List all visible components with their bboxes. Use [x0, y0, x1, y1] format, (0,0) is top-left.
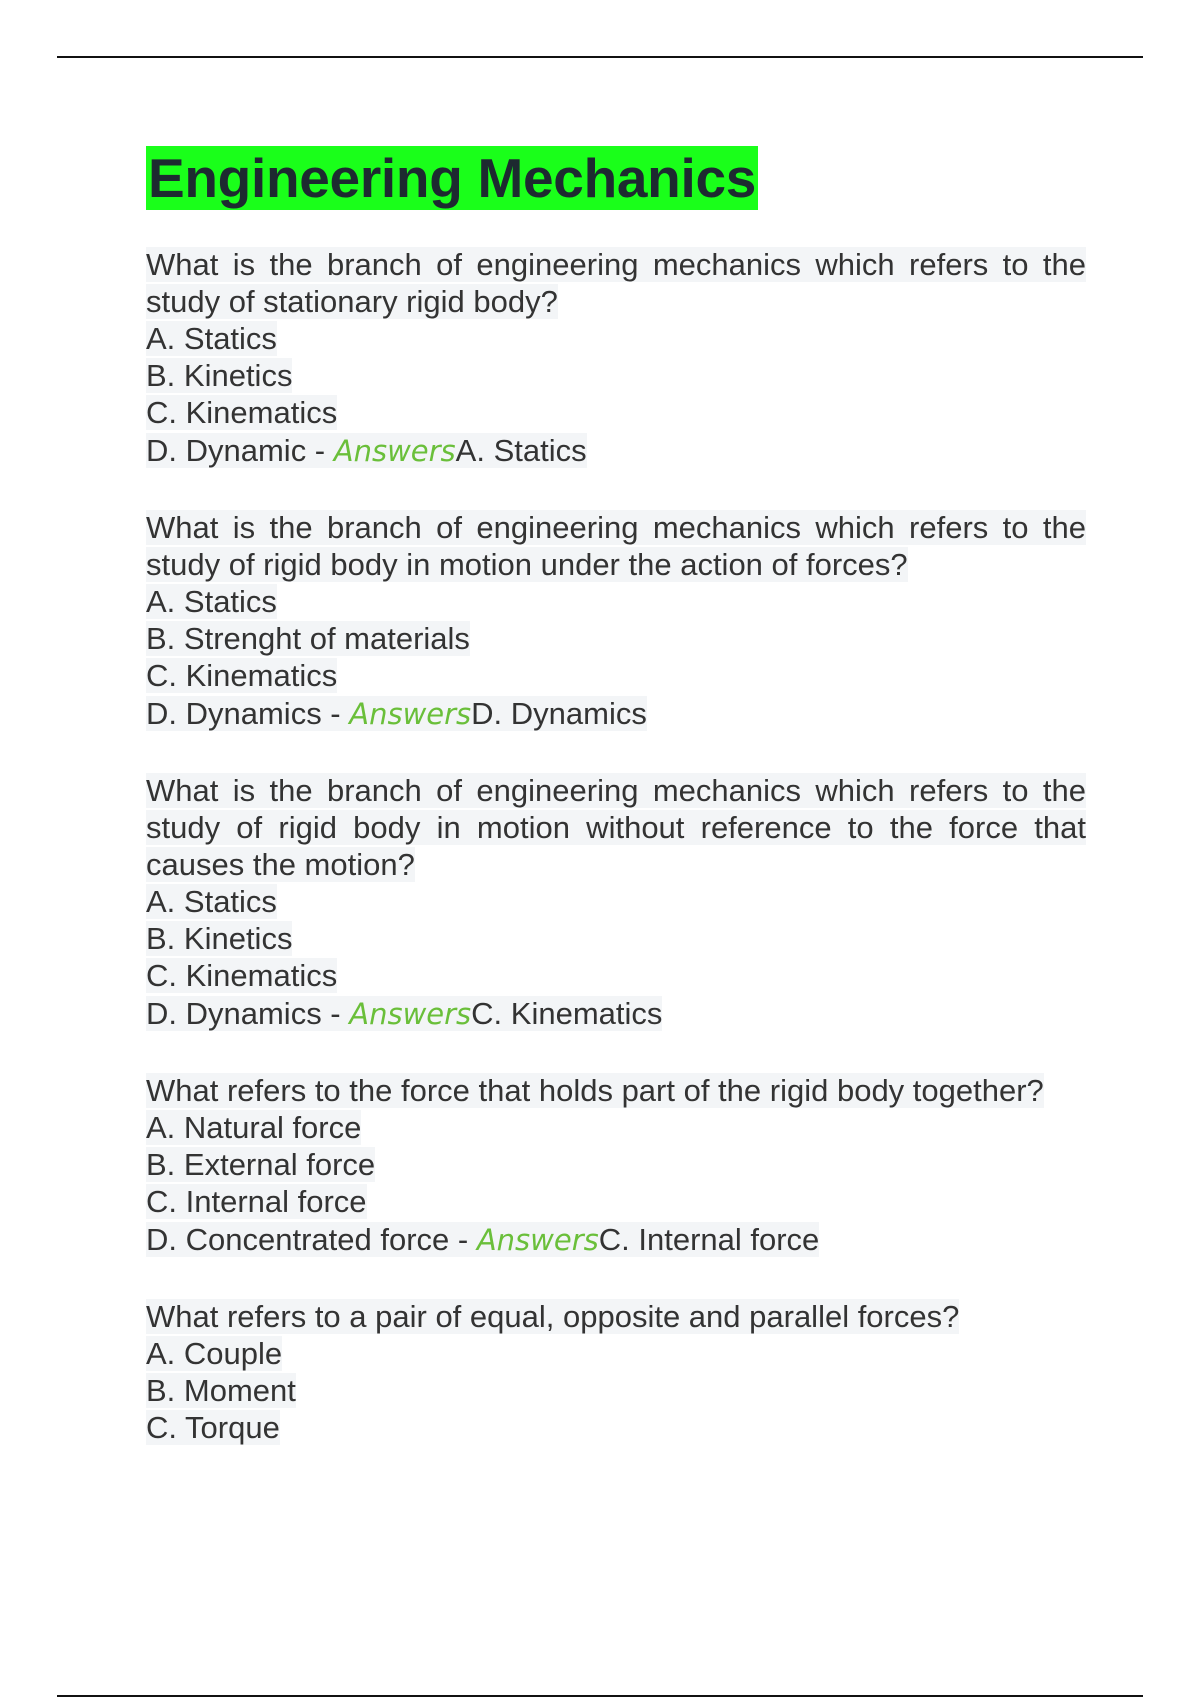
- question-text: What refers to a pair of equal, opposite and parallel forces?: [146, 1299, 960, 1334]
- option-d: D. Dynamics -: [146, 696, 350, 731]
- question-block: [146, 1298, 1086, 1446]
- option-d: D. Dynamic -: [146, 433, 334, 468]
- option-b: B. Strenght of materials: [146, 621, 470, 656]
- option-b: B. Kinetics: [146, 358, 293, 393]
- question-block: [146, 1072, 1086, 1260]
- question-text: What is the branch of engineering mechanics which refers to the study of stationary rigid body?: [146, 247, 1086, 319]
- answers-label: Answers: [333, 434, 456, 468]
- option-a: A. Statics: [146, 584, 277, 619]
- document-body: [146, 146, 1086, 1484]
- question-text: What is the branch of engineering mechanics which refers to the study of rigid body in motion under the action of forces?: [146, 510, 1086, 582]
- option-d: D. Concentrated force -: [146, 1222, 477, 1257]
- option-b: B. Kinetics: [146, 921, 293, 956]
- option-c: C. Kinematics: [146, 958, 338, 993]
- option-c: C. Kinematics: [146, 658, 338, 693]
- answer-text: D. Dynamics: [471, 696, 647, 731]
- option-a: A. Statics: [146, 321, 277, 356]
- answers-label: Answers: [349, 697, 472, 731]
- page-title: Engineering Mechanics: [148, 147, 757, 209]
- bottom-rule: [57, 1695, 1143, 1697]
- option-a: A. Statics: [146, 884, 277, 919]
- question-block: [146, 509, 1086, 734]
- option-d: D. Dynamics -: [146, 996, 350, 1031]
- option-a: A. Couple: [146, 1336, 283, 1371]
- option-c: C. Torque: [146, 1410, 280, 1445]
- option-d-with-answer: [146, 431, 1086, 471]
- option-d-with-answer: [146, 1220, 1086, 1260]
- question-block: [146, 772, 1086, 1034]
- option-c: C. Kinematics: [146, 395, 338, 430]
- answers-label: Answers: [349, 997, 472, 1031]
- answers-label: Answers: [476, 1223, 599, 1257]
- option-c: C. Internal force: [146, 1184, 367, 1219]
- top-rule: [57, 56, 1143, 58]
- answer-text: C. Kinematics: [471, 996, 663, 1031]
- answer-text: A. Statics: [455, 433, 587, 468]
- question-block: [146, 246, 1086, 471]
- option-b: B. External force: [146, 1147, 376, 1182]
- option-a: A. Natural force: [146, 1110, 362, 1145]
- question-text: What is the branch of engineering mechanics which refers to the study of rigid body in motion without reference to the force that causes the motion?: [146, 773, 1086, 882]
- option-b: B. Moment: [146, 1373, 296, 1408]
- answer-text: C. Internal force: [598, 1222, 820, 1257]
- option-d-with-answer: [146, 994, 1086, 1034]
- option-d-with-answer: [146, 694, 1086, 734]
- question-text: What refers to the force that holds part of the rigid body together?: [146, 1073, 1044, 1108]
